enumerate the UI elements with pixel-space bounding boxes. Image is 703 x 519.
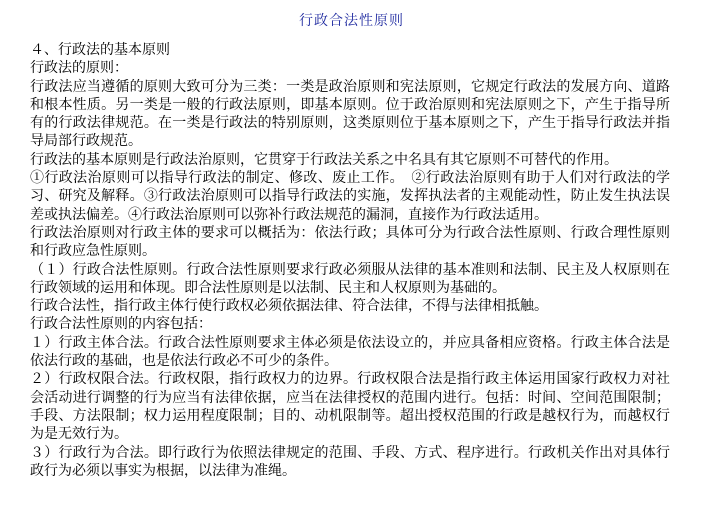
document-title: 行政合法性原则 xyxy=(299,13,404,29)
paragraph: 行政法应当遵循的原则大致可分为三类：一类是政治原则和宪法原则，它规定行政法的发展方向、道路和根本性质。另一类是一般的行政法原则，即基本原则。位于政治原则和宪法原则之下，产生于指导所有的行政法律规范。在一类是行政法的特别原则，这类原则位于基本原则之下，产生于指导行政法并指导局部行政规范。 xyxy=(30,78,670,150)
paragraph: ２）行政权限合法。行政权限，指行政权力的边界。行政权限合法是指行政主体运用国家行政权力对社会活动进行调整的行为应当有法律依据，应当在法律授权的范围内进行。包括：时间、空间范围限制；手段、方法限制；权力运用程度限制；目的、动机限制等。超出授权范围的行政是越权行为，而越权行为是无效行为。 xyxy=(30,371,670,443)
subsection-heading: 行政法的原则： xyxy=(30,60,128,77)
paragraph: （１）行政合法性原则。行政合法性原则要求行政必须服从法律的基本准则和法制、民主及人权原则在行政领域的运用和体现。即合法性原则是以法制、民主和人权原则为基础的。 xyxy=(30,261,670,296)
document-body xyxy=(30,41,670,480)
paragraph: 行政法的基本原则是行政法治原则，它贯穿于行政法关系之中名具有其它原则不可替代的作用。 xyxy=(30,151,618,168)
paragraph: １）行政主体合法。行政合法性原则要求主体必须是依法设立的，并应具备相应资格。行政主体合法是依法行政的基础，也是依法行政必不可少的条件。 xyxy=(30,334,670,370)
paragraph: 行政合法性，指行政主体行使行政权必须依据法律、符合法律，不得与法律相抵触。 xyxy=(30,298,548,315)
paragraph: ①行政法治原则可以指导行政法的制定、修改、废止工作。 ②行政法治原则有助于人们对行政法的学习、研究及解释。③行政法治原则可以指导行政法的实施，发挥执法者的主观能动性，防止发生执法误差或执法偏差。④行政法治原则可以弥补行政法规范的漏洞，直接作为行政法适用。 xyxy=(30,170,670,223)
paragraph: ３）行政行为合法。即行政行为依照法律规定的范围、手段、方式、程序进行。行政机关作出对具体行政行为必须以事实为根据，以法律为准绳。 xyxy=(30,444,670,479)
section-heading: ４、行政法的基本原则 xyxy=(30,42,170,58)
paragraph: 行政法治原则对行政主体的要求可以概括为：依法行政；具体可分为行政合法性原则、行政合理性原则和行政应急性原则。 xyxy=(30,224,670,260)
paragraph: 行政合法性原则的内容包括： xyxy=(30,316,212,333)
